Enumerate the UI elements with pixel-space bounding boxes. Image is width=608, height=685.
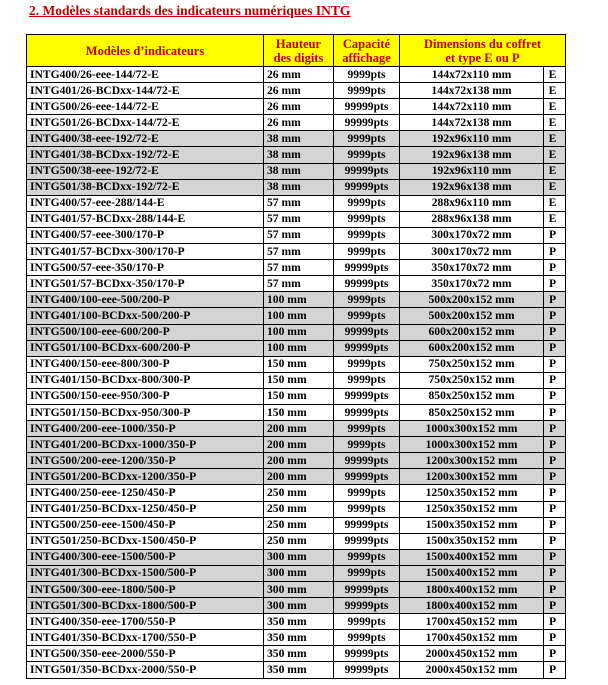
table-header-row — [27, 35, 566, 67]
cell-digit-height: 38 mm — [264, 131, 334, 147]
header-digit-height — [264, 35, 334, 67]
cell-enclosure-type: P — [544, 260, 566, 276]
indicator-models-table — [26, 34, 566, 679]
cell-model: INTG500/26-eee-144/72-E — [27, 99, 264, 115]
cell-digit-height: 38 mm — [264, 147, 334, 163]
cell-model: INTG500/150-eee-950/300-P — [27, 388, 264, 404]
cell-enclosure-type: E — [544, 83, 566, 99]
cell-model: INTG400/250-eee-1250/450-P — [27, 485, 264, 501]
cell-digit-height: 200 mm — [264, 469, 334, 485]
cell-capacity: 99999pts — [334, 582, 400, 598]
cell-digit-height: 350 mm — [264, 662, 334, 678]
cell-dimensions: 1250x350x152 mm — [400, 485, 544, 501]
table-row — [27, 565, 566, 581]
cell-dimensions: 750x250x152 mm — [400, 372, 544, 388]
cell-capacity: 9999pts — [334, 356, 400, 372]
cell-digit-height: 57 mm — [264, 211, 334, 227]
cell-dimensions: 2000x450x152 mm — [400, 662, 544, 678]
cell-model: INTG500/350-eee-2000/550-P — [27, 646, 264, 662]
cell-capacity: 99999pts — [334, 453, 400, 469]
cell-digit-height: 26 mm — [264, 67, 334, 83]
table-row — [27, 388, 566, 404]
table-row — [27, 517, 566, 533]
cell-dimensions: 850x250x152 mm — [400, 404, 544, 420]
cell-model: INTG400/38-eee-192/72-E — [27, 131, 264, 147]
cell-model: INTG400/350-eee-1700/550-P — [27, 614, 264, 630]
cell-enclosure-type: P — [544, 549, 566, 565]
cell-digit-height: 150 mm — [264, 404, 334, 420]
cell-capacity: 9999pts — [334, 131, 400, 147]
cell-capacity: 99999pts — [334, 260, 400, 276]
table-row — [27, 630, 566, 646]
cell-enclosure-type: E — [544, 179, 566, 195]
cell-digit-height: 250 mm — [264, 517, 334, 533]
cell-digit-height: 200 mm — [264, 437, 334, 453]
cell-capacity: 9999pts — [334, 421, 400, 437]
table-row — [27, 131, 566, 147]
cell-dimensions: 144x72x138 mm — [400, 115, 544, 131]
cell-digit-height: 200 mm — [264, 453, 334, 469]
cell-model: INTG400/100-eee-500/200-P — [27, 292, 264, 308]
table-row — [27, 533, 566, 549]
table-row — [27, 662, 566, 678]
cell-capacity: 9999pts — [334, 195, 400, 211]
cell-model: INTG500/300-eee-1800/500-P — [27, 582, 264, 598]
cell-digit-height: 350 mm — [264, 646, 334, 662]
cell-capacity: 9999pts — [334, 147, 400, 163]
cell-enclosure-type: P — [544, 356, 566, 372]
cell-dimensions: 500x200x152 mm — [400, 292, 544, 308]
cell-dimensions: 2000x450x152 mm — [400, 646, 544, 662]
cell-dimensions: 1500x400x152 mm — [400, 549, 544, 565]
cell-capacity: 99999pts — [334, 662, 400, 678]
cell-enclosure-type: P — [544, 533, 566, 549]
table-row — [27, 356, 566, 372]
cell-digit-height: 350 mm — [264, 630, 334, 646]
cell-digit-height: 200 mm — [264, 421, 334, 437]
cell-capacity: 99999pts — [334, 99, 400, 115]
cell-digit-height: 150 mm — [264, 388, 334, 404]
table-row — [27, 195, 566, 211]
cell-digit-height: 300 mm — [264, 598, 334, 614]
cell-enclosure-type: P — [544, 582, 566, 598]
cell-digit-height: 57 mm — [264, 195, 334, 211]
cell-dimensions: 350x170x72 mm — [400, 260, 544, 276]
header-line: affichage — [342, 50, 391, 65]
header-line: Modèles d’indicateurs — [85, 43, 205, 58]
cell-dimensions: 1700x450x152 mm — [400, 630, 544, 646]
cell-dimensions: 1250x350x152 mm — [400, 501, 544, 517]
cell-capacity: 9999pts — [334, 244, 400, 260]
cell-capacity: 9999pts — [334, 501, 400, 517]
cell-dimensions: 750x250x152 mm — [400, 356, 544, 372]
cell-capacity: 99999pts — [334, 469, 400, 485]
cell-enclosure-type: E — [544, 115, 566, 131]
cell-digit-height: 26 mm — [264, 115, 334, 131]
table-row — [27, 115, 566, 131]
cell-capacity: 99999pts — [334, 517, 400, 533]
cell-capacity: 99999pts — [334, 533, 400, 549]
table-row — [27, 646, 566, 662]
cell-capacity: 9999pts — [334, 614, 400, 630]
cell-digit-height: 300 mm — [264, 549, 334, 565]
cell-enclosure-type: P — [544, 292, 566, 308]
table-row — [27, 501, 566, 517]
table-row — [27, 276, 566, 292]
cell-enclosure-type: E — [544, 67, 566, 83]
table-row — [27, 292, 566, 308]
table-row — [27, 549, 566, 565]
cell-dimensions: 1000x300x152 mm — [400, 421, 544, 437]
cell-enclosure-type: P — [544, 630, 566, 646]
cell-capacity: 99999pts — [334, 646, 400, 662]
cell-dimensions: 300x170x72 mm — [400, 244, 544, 260]
cell-digit-height: 100 mm — [264, 292, 334, 308]
cell-dimensions: 350x170x72 mm — [400, 276, 544, 292]
cell-enclosure-type: P — [544, 517, 566, 533]
cell-capacity: 99999pts — [334, 404, 400, 420]
table-row — [27, 308, 566, 324]
cell-enclosure-type: P — [544, 388, 566, 404]
cell-model: INTG400/200-eee-1000/350-P — [27, 421, 264, 437]
cell-dimensions: 1800x400x152 mm — [400, 582, 544, 598]
cell-enclosure-type: P — [544, 308, 566, 324]
cell-digit-height: 350 mm — [264, 614, 334, 630]
table-row — [27, 404, 566, 420]
cell-model: INTG501/100-BCDxx-600/200-P — [27, 340, 264, 356]
cell-dimensions: 144x72x110 mm — [400, 99, 544, 115]
cell-digit-height: 150 mm — [264, 372, 334, 388]
cell-model: INTG501/350-BCDxx-2000/550-P — [27, 662, 264, 678]
header-line: Hauteur — [275, 36, 322, 51]
cell-model: INTG501/300-BCDxx-1800/500-P — [27, 598, 264, 614]
cell-dimensions: 600x200x152 mm — [400, 324, 544, 340]
cell-digit-height: 38 mm — [264, 179, 334, 195]
cell-model: INTG401/200-BCDxx-1000/350-P — [27, 437, 264, 453]
cell-dimensions: 144x72x110 mm — [400, 67, 544, 83]
cell-dimensions: 600x200x152 mm — [400, 340, 544, 356]
cell-dimensions: 192x96x138 mm — [400, 179, 544, 195]
header-enclosure-dimensions — [400, 35, 566, 67]
cell-model: INTG501/200-BCDxx-1200/350-P — [27, 469, 264, 485]
cell-enclosure-type: P — [544, 453, 566, 469]
table-row — [27, 582, 566, 598]
cell-digit-height: 38 mm — [264, 163, 334, 179]
cell-capacity: 9999pts — [334, 630, 400, 646]
cell-dimensions: 1500x350x152 mm — [400, 517, 544, 533]
cell-capacity: 99999pts — [334, 115, 400, 131]
cell-digit-height: 250 mm — [264, 485, 334, 501]
cell-model: INTG401/300-BCDxx-1500/500-P — [27, 565, 264, 581]
cell-digit-height: 57 mm — [264, 244, 334, 260]
table-row — [27, 469, 566, 485]
cell-digit-height: 26 mm — [264, 99, 334, 115]
table-row — [27, 453, 566, 469]
cell-capacity: 99999pts — [334, 324, 400, 340]
cell-digit-height: 250 mm — [264, 533, 334, 549]
cell-enclosure-type: E — [544, 147, 566, 163]
cell-model: INTG401/26-BCDxx-144/72-E — [27, 83, 264, 99]
cell-model: INTG401/350-BCDxx-1700/550-P — [27, 630, 264, 646]
cell-model: INTG401/57-BCDxx-288/144-E — [27, 211, 264, 227]
cell-model: INTG500/200-eee-1200/350-P — [27, 453, 264, 469]
header-line: et type E ou P — [445, 50, 520, 65]
table-row — [27, 244, 566, 260]
table-row — [27, 147, 566, 163]
cell-model: INTG400/300-eee-1500/500-P — [27, 549, 264, 565]
table-row — [27, 83, 566, 99]
cell-capacity: 9999pts — [334, 308, 400, 324]
cell-dimensions: 1700x450x152 mm — [400, 614, 544, 630]
cell-model: INTG501/57-BCDxx-350/170-P — [27, 276, 264, 292]
cell-capacity: 99999pts — [334, 163, 400, 179]
cell-model: INTG501/250-BCDxx-1500/450-P — [27, 533, 264, 549]
cell-digit-height: 57 mm — [264, 276, 334, 292]
table-row — [27, 324, 566, 340]
table-row — [27, 67, 566, 83]
section-heading: 2. Modèles standards des indicateurs numériques INTG — [29, 3, 351, 18]
header-line: des digits — [273, 50, 324, 65]
cell-enclosure-type: P — [544, 646, 566, 662]
cell-enclosure-type: P — [544, 324, 566, 340]
table-row — [27, 340, 566, 356]
cell-digit-height: 250 mm — [264, 501, 334, 517]
cell-model: INTG400/150-eee-800/300-P — [27, 356, 264, 372]
cell-capacity: 9999pts — [334, 67, 400, 83]
cell-model: INTG501/26-BCDxx-144/72-E — [27, 115, 264, 131]
cell-capacity: 9999pts — [334, 565, 400, 581]
cell-enclosure-type: P — [544, 372, 566, 388]
cell-model: INTG500/100-eee-600/200-P — [27, 324, 264, 340]
cell-enclosure-type: E — [544, 131, 566, 147]
cell-capacity: 9999pts — [334, 292, 400, 308]
table-row — [27, 485, 566, 501]
table-row — [27, 598, 566, 614]
cell-digit-height: 100 mm — [264, 308, 334, 324]
cell-dimensions: 192x96x138 mm — [400, 147, 544, 163]
table-row — [27, 179, 566, 195]
table-row — [27, 211, 566, 227]
cell-dimensions: 288x96x138 mm — [400, 211, 544, 227]
cell-model: INTG400/26-eee-144/72-E — [27, 67, 264, 83]
cell-model: INTG501/150-BCDxx-950/300-P — [27, 404, 264, 420]
cell-model: INTG401/250-BCDxx-1250/450-P — [27, 501, 264, 517]
cell-enclosure-type: P — [544, 662, 566, 678]
cell-enclosure-type: P — [544, 340, 566, 356]
table-row — [27, 163, 566, 179]
cell-enclosure-type: P — [544, 276, 566, 292]
cell-capacity: 99999pts — [334, 388, 400, 404]
cell-capacity: 9999pts — [334, 83, 400, 99]
cell-enclosure-type: E — [544, 195, 566, 211]
cell-digit-height: 57 mm — [264, 260, 334, 276]
cell-enclosure-type: P — [544, 501, 566, 517]
cell-enclosure-type: P — [544, 485, 566, 501]
header-line: Dimensions du coffret — [423, 36, 542, 51]
cell-model: INTG400/57-eee-288/144-E — [27, 195, 264, 211]
cell-enclosure-type: E — [544, 211, 566, 227]
cell-enclosure-type: E — [544, 163, 566, 179]
cell-dimensions: 1200x300x152 mm — [400, 469, 544, 485]
cell-digit-height: 100 mm — [264, 340, 334, 356]
cell-dimensions: 1500x350x152 mm — [400, 533, 544, 549]
cell-capacity: 99999pts — [334, 340, 400, 356]
cell-enclosure-type: P — [544, 565, 566, 581]
cell-enclosure-type: P — [544, 614, 566, 630]
cell-dimensions: 1500x400x152 mm — [400, 565, 544, 581]
cell-dimensions: 192x96x110 mm — [400, 163, 544, 179]
cell-dimensions: 1800x400x152 mm — [400, 598, 544, 614]
table-row — [27, 227, 566, 243]
cell-dimensions: 1000x300x152 mm — [400, 437, 544, 453]
cell-capacity: 99999pts — [334, 276, 400, 292]
cell-digit-height: 300 mm — [264, 582, 334, 598]
cell-enclosure-type: P — [544, 227, 566, 243]
cell-capacity: 9999pts — [334, 227, 400, 243]
cell-capacity: 9999pts — [334, 211, 400, 227]
table-row — [27, 99, 566, 115]
cell-capacity: 99999pts — [334, 179, 400, 195]
cell-enclosure-type: P — [544, 469, 566, 485]
header-model — [27, 35, 264, 67]
cell-capacity: 9999pts — [334, 549, 400, 565]
cell-capacity: 99999pts — [334, 598, 400, 614]
cell-dimensions: 144x72x138 mm — [400, 83, 544, 99]
table-row — [27, 421, 566, 437]
cell-dimensions: 500x200x152 mm — [400, 308, 544, 324]
cell-dimensions: 850x250x152 mm — [400, 388, 544, 404]
cell-enclosure-type: P — [544, 404, 566, 420]
cell-capacity: 9999pts — [334, 485, 400, 501]
cell-model: INTG500/57-eee-350/170-P — [27, 260, 264, 276]
cell-digit-height: 100 mm — [264, 324, 334, 340]
cell-dimensions: 192x96x110 mm — [400, 131, 544, 147]
cell-dimensions: 288x96x110 mm — [400, 195, 544, 211]
table-row — [27, 614, 566, 630]
cell-capacity: 9999pts — [334, 437, 400, 453]
header-display-capacity — [334, 35, 400, 67]
cell-digit-height: 150 mm — [264, 356, 334, 372]
cell-enclosure-type: E — [544, 99, 566, 115]
table-row — [27, 372, 566, 388]
cell-model: INTG401/100-BCDxx-500/200-P — [27, 308, 264, 324]
cell-enclosure-type: P — [544, 598, 566, 614]
cell-dimensions: 1200x300x152 mm — [400, 453, 544, 469]
table-row — [27, 260, 566, 276]
cell-dimensions: 300x170x72 mm — [400, 227, 544, 243]
cell-model: INTG501/38-BCDxx-192/72-E — [27, 179, 264, 195]
cell-model: INTG401/150-BCDxx-800/300-P — [27, 372, 264, 388]
cell-digit-height: 26 mm — [264, 83, 334, 99]
cell-enclosure-type: P — [544, 244, 566, 260]
cell-enclosure-type: P — [544, 421, 566, 437]
cell-model: INTG500/38-eee-192/72-E — [27, 163, 264, 179]
cell-model: INTG500/250-eee-1500/450-P — [27, 517, 264, 533]
header-line: Capacité — [342, 36, 391, 51]
cell-enclosure-type: P — [544, 437, 566, 453]
cell-digit-height: 300 mm — [264, 565, 334, 581]
cell-capacity: 9999pts — [334, 372, 400, 388]
cell-digit-height: 57 mm — [264, 227, 334, 243]
cell-model: INTG401/38-BCDxx-192/72-E — [27, 147, 264, 163]
table-row — [27, 437, 566, 453]
cell-model: INTG400/57-eee-300/170-P — [27, 227, 264, 243]
cell-model: INTG401/57-BCDxx-300/170-P — [27, 244, 264, 260]
